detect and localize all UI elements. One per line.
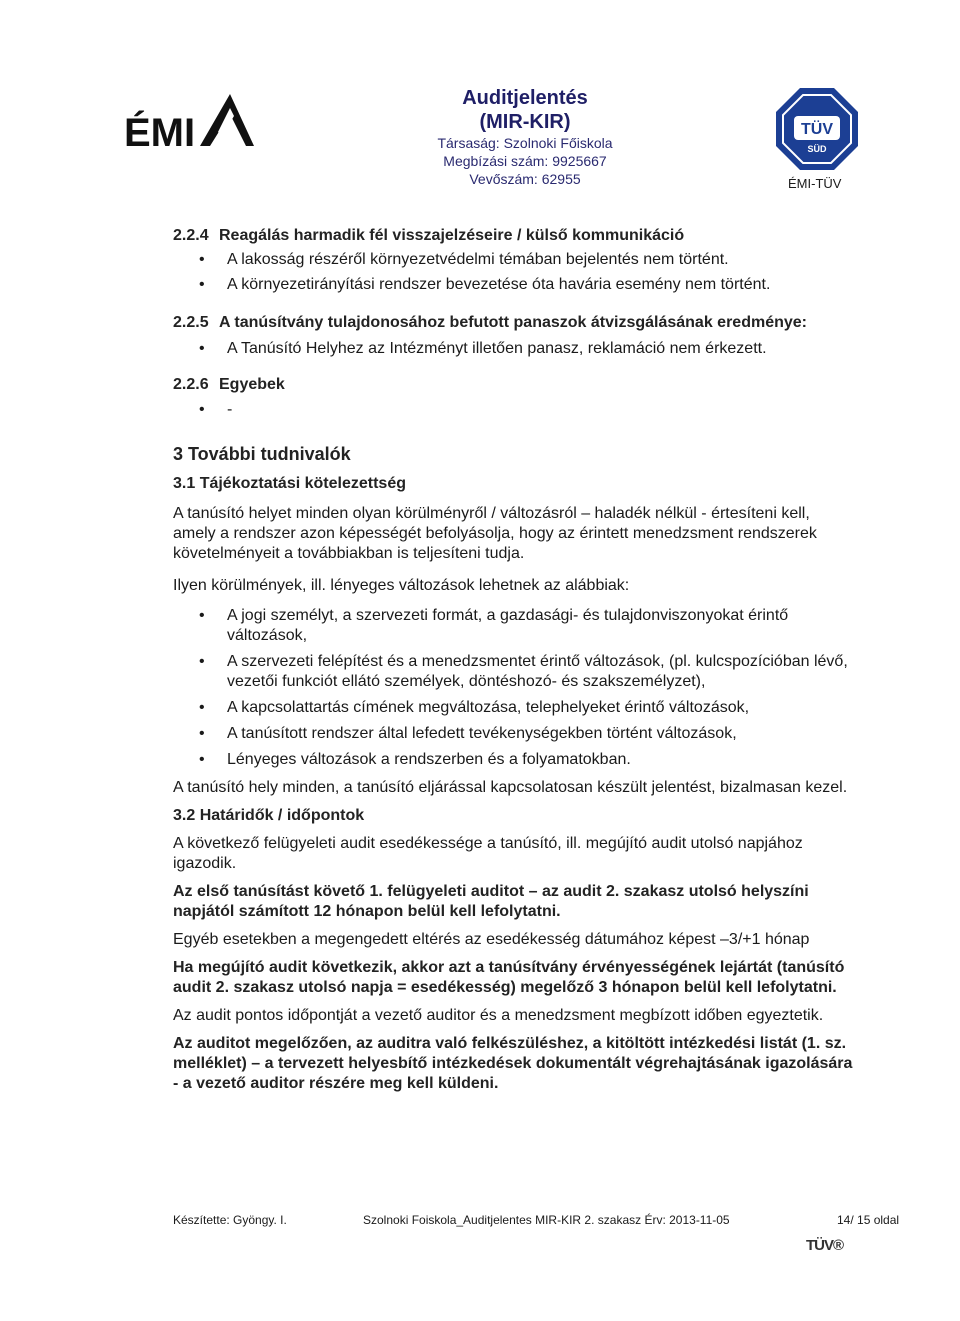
report-subtitle: (MIR-KIR) xyxy=(479,111,571,133)
paragraph-bold: Az auditot megelőzően, az auditra való felkészüléshez, a kitöltött intézkedési listát (1. sz. melléklet) – a tervezett helyesbítő intézkedések dokumentált végrehajtásának igazolására - a vezető auditor részére meg kell küldeni. xyxy=(173,1035,853,1092)
paragraph: Egyéb esetekben a megengedett eltérés az esedékesség dátumához képest –3/+1 hónap xyxy=(173,931,810,948)
paragraph-bold: Az első tanúsítást követő 1. felügyeleti auditot – az audit 2. szakasz utolsó helyszíni napjától számított 12 hónapon belül kell lefolytatni. xyxy=(173,883,809,920)
paragraph: Ilyen körülmények, ill. lényeges változások lehetnek az alábbiak: xyxy=(173,577,630,594)
list-item: • A tanúsított rendszer által lefedett tevékenységekben történt változások, xyxy=(173,724,853,744)
report-body xyxy=(173,226,853,1094)
footer-page-number: 14/ 15 oldal xyxy=(837,1213,900,1227)
report-title: Auditjelentés xyxy=(462,87,588,109)
paragraph: A tanúsító hely minden, a tanúsító eljárással kapcsolatosan készült jelentést, bizalmasan kezel. xyxy=(173,779,848,796)
section-number: 2.2.5 xyxy=(173,314,209,331)
tuv-trademark: TÜV® xyxy=(806,1237,844,1254)
section-number: 2.2.4 xyxy=(173,227,209,244)
section-title: A tanúsítvány tulajdonosához befutott panaszok átvizsgálásának eredménye: xyxy=(219,314,807,331)
section-number: 2.2.6 xyxy=(173,376,209,393)
section-2-2-5-heading xyxy=(173,313,853,333)
company-line: Társaság: Szolnoki Főiskola xyxy=(437,135,613,151)
list-item: • A jogi személyt, a szervezeti formát, a gazdasági- és tulajdonviszonyokat érintő változások, xyxy=(173,606,853,646)
list-item: • A környezetirányítási rendszer bevezetése óta havária esemény nem történt. xyxy=(173,275,853,295)
section-3-1-list xyxy=(173,606,853,770)
section-3-heading: 3 További tudnivalók xyxy=(173,444,351,464)
list-item: • A szervezeti felépítést és a menedzsmentet érintő változások, (pl. kulcspozícióban lévő, vezetői funkciót ellátó személyek, döntéshozó- és szakszemélyzet), xyxy=(173,652,853,692)
section-2-2-6-list xyxy=(173,400,853,420)
svg-text:ÉMI: ÉMI xyxy=(124,111,196,154)
section-2-2-4-list xyxy=(173,250,853,295)
paragraph: A tanúsító helyet minden olyan körülményről / változásról – haladék nélkül - értesíteni kell, amely a rendszer azon képességét befolyásolja, hogy az érintett menedzsment rendszerek követelményeit a továbbiakban is teljesíteni tudja. xyxy=(173,505,817,562)
footer-author: Készítette: Gyöngy. I. xyxy=(173,1213,287,1227)
emi-logo-icon xyxy=(122,84,262,154)
section-2-2-6-heading xyxy=(173,375,853,395)
order-number: Megbízási szám: 9925667 xyxy=(443,153,607,169)
svg-text:SÜD: SÜD xyxy=(807,144,827,154)
svg-text:TÜV: TÜV xyxy=(801,121,833,138)
section-2-2-5-list xyxy=(173,339,853,359)
list-item: • A lakosság részéről környezetvédelmi témában bejelentés nem történt. xyxy=(173,250,853,270)
section-title: Egyebek xyxy=(219,376,285,393)
section-3-1-heading: 3.1 Tájékoztatási kötelezettség xyxy=(173,475,406,492)
section-title: Reagálás harmadik fél visszajelzéseire / külső kommunikáció xyxy=(219,227,685,244)
paragraph: Az audit pontos időpontját a vezető auditor és a menedzsment megbízott időben egyeztetik. xyxy=(173,1007,824,1024)
tuv-caption: ÉMI-TÜV xyxy=(788,176,842,191)
section-2-2-4-heading xyxy=(173,226,853,246)
tuv-sud-logo-icon xyxy=(774,86,860,172)
list-item: • Lényeges változások a rendszerben és a folyamatokban. xyxy=(173,750,853,770)
report-header xyxy=(400,86,650,188)
customer-number: Vevőszám: 62955 xyxy=(469,171,581,187)
list-item: • - xyxy=(173,400,853,420)
section-3-2-heading: 3.2 Határidők / időpontok xyxy=(173,807,365,824)
list-item: • A Tanúsító Helyhez az Intézményt illetően panasz, reklamáció nem érkezett. xyxy=(173,339,853,359)
footer-file-name: Szolnoki Foiskola_Auditjelentes MIR-KIR 2. szakasz Érv: 2013-11-05 xyxy=(363,1213,730,1227)
paragraph-bold: Ha megújító audit következik, akkor azt a tanúsítvány érvényességének lejártát (tanúsító audit 2. szakasz utolsó napja = esedékesség) megelőző 3 hónapon belül kell lefolytatni. xyxy=(173,959,845,996)
paragraph: A következő felügyeleti audit esedékessége a tanúsító, ill. megújító audit utolsó napjához igazodik. xyxy=(173,835,803,872)
list-item: • A kapcsolattartás címének megváltozása, telephelyeket érintő változások, xyxy=(173,698,853,718)
